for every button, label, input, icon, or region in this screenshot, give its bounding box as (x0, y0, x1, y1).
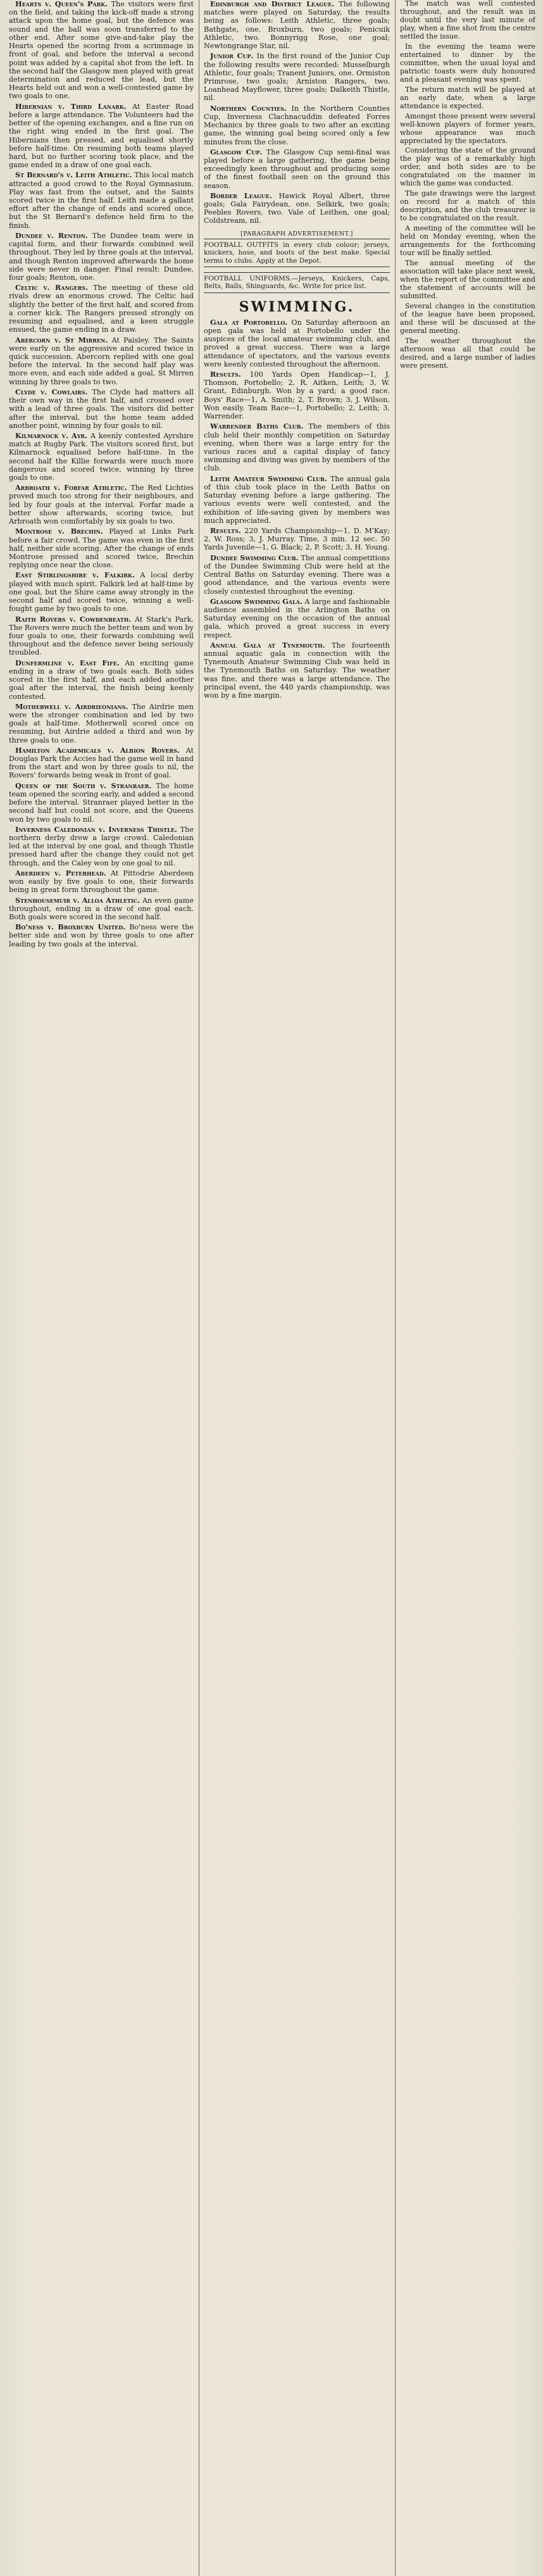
paragraph-text: The members of this club held their monthly competition on Saturday evening, when there was a large entry for the various races and a capital display of fancy swimming and diving was given by members of the club. (204, 422, 390, 473)
paragraph-text: 220 Yards Championship—1, D. M'Kay; 2, W. Ross; 3, J. Murray. Time, 3 min. 12 sec. 50 Yards Juvenile—1, G. Black; 2, P. Scott; 3, H. Young. (204, 526, 390, 552)
article-paragraph (9, 703, 194, 745)
paragraph-text: The Clyde had matters all their own way in the first half, and crossed over with a lead of three goals. The visitors did better after the interval, but the home team added another point, winning by four goals to nil. (9, 387, 194, 430)
paragraph-text: In the evening the teams were entertained to dinner by the committee, when the usual loyal and patriotic toasts were duly honoured and a pleasant evening was spent. (400, 42, 535, 84)
paragraph-text: At Douglas Park the Accies had the game well in hand from the start and won by three goals to nil, the Rovers' forwards being weak in front of goal. (9, 746, 194, 780)
paragraph-text: At Paisley. The Saints were early on the aggressive and scored twice in quick succession. Abercorn replied with one goal before the interval. In the second half play was more even, and each side added a goal, St Mirren winning by three goals to two. (9, 336, 194, 386)
article-paragraph (400, 147, 535, 188)
paragraph-lead: Gala at Portobello. (210, 317, 288, 327)
paragraph-text: Bo'ness were the better side and won by three goals to one after leading by two goals at the interval. (9, 923, 194, 948)
paragraph-text: At Easter Road before a large attendance. The Volunteers had the better of the opening exchanges, and a fine run on the right wing ended in the first goal. The Hibernians then pressed, and equalised shortly before half-time. On resuming both teams played hard, but no further scoring took place, and the game ended in a draw of one goal each. (9, 102, 194, 170)
article-paragraph (9, 171, 194, 230)
right-column (400, 0, 535, 2576)
paragraph-lead: Dundee v. Renton. (15, 230, 88, 240)
advertisement: FOOTBALL OUTFITS in every club colour; jerseys, knickers, hose, and boots of the best make. Special terms to clubs. Apply at the Depot. (204, 239, 390, 267)
article-paragraph (9, 746, 194, 780)
paragraph-text: The return match will be played at an early date, when a large attendance is expected. (400, 85, 535, 110)
article-paragraph (204, 52, 390, 102)
paragraph-text: The annual competitions of the Dundee Swimming Club were held at the Central Baths on Saturday evening. There was a good attendance, and the various events were closely contested throughout the evening. (204, 553, 390, 596)
article-paragraph (400, 260, 535, 301)
article-paragraph (9, 484, 194, 525)
article-paragraph (9, 232, 194, 282)
paragraph-lead: Border League. (210, 191, 272, 200)
paragraph-lead: Dundee Swimming Club. (210, 553, 299, 562)
advertisement: FOOTBALL UNIFORMS.—Jerseys, Knickers, Caps, Belts, Balls, Shinguards, &c. Write for price list. (204, 272, 390, 293)
paragraph-lead: Kilmarnock v. Ayr. (15, 430, 87, 440)
paragraph-lead: Northern Counties. (210, 103, 287, 113)
paragraph-lead: Glasgow Swimming Gala. (210, 596, 303, 606)
paragraph-lead: Results. (210, 525, 241, 535)
paragraph-lead: Motherwell v. Airdrieonians. (15, 701, 128, 711)
article-paragraph (9, 388, 194, 430)
article-paragraph (400, 0, 535, 41)
paragraph-text: Amongst those present were several well-known players of former years, whose appearance was much appreciated by the spectators. (400, 111, 535, 145)
article-paragraph (9, 432, 194, 482)
paragraph-text: The following matches were played on Saturday, the results being as follows: Leith Athletic, three goals; Bathgate, one. Broxburn, two goals; Penicuik Athletic, two. Bonnyrigg Rose, one goal; Newtongrange Star, nil. (204, 0, 390, 51)
paragraph-lead: Abercorn v. St Mirren. (15, 335, 108, 344)
article-paragraph (9, 571, 194, 613)
paragraph-lead: Warrender Baths Club. (210, 422, 304, 431)
paragraph-text: In the first round of the Junior Cup the following results were recorded: Musselburgh Athletic, four goals; Tranent Juniors, one. Ormiston Primrose, two goals; Arniston Rangers, two. Loanhead Mayflower, three goals; Dalkeith Thistle, nil. (204, 52, 390, 103)
paragraph-text: The visitors were first on the field, and taking the kick-off made a strong attack upon the home goal, but the defence was sound and the ball was soon transferred to the other end. After some give-and-take play the Hearts opened the scoring from a scrimmage in front of goal, and before the interval a second point was added by a capital shot from the left. In the second half the Glasgow men played with great determination and reduced the lead, but the Hearts held out and won a well-contested game by two goals to one. (9, 0, 194, 101)
article-paragraph (204, 0, 390, 50)
section-heading: SWIMMING. (239, 298, 355, 315)
paragraph-lead: Hibernian v. Third Lanark. (15, 101, 127, 111)
paragraph-text: The Glasgow Cup semi-final was played before a large gathering, the game being exceedingly keen throughout and producing some of the finest football seen on the ground this season. (204, 148, 390, 190)
paragraph-text: The gate drawings were the largest on record for a match of this description, and the club treasurer is to be congratulated on the result. (400, 189, 535, 223)
paragraph-text: The fourteenth annual aquatic gala in connection with the Tynemouth Amateur Swimming Club was held in the Tynemouth Baths on Saturday. The weather was fine, and there was a large attendance. The principal event, the 440 yards championship, was won by a fine margin. (204, 641, 390, 700)
paragraph-text: The meeting of these old rivals drew an enormous crowd. The Celtic had slightly the better of the first half, and scored from a corner kick. The Rangers pressed strongly on resuming and equalised, and a keen struggle ensued, the game ending in a draw. (9, 284, 194, 334)
article-paragraph (400, 190, 535, 223)
article-paragraph (9, 659, 194, 701)
article-paragraph (9, 896, 194, 922)
article-paragraph (9, 923, 194, 948)
paragraph-text: The annual gala of this club took place in the Leith Baths on Saturday evening before a large gathering. The various events were well contested, and the exhibition of life-saving given by members was much appreciated. (204, 474, 390, 525)
article-paragraph (204, 318, 390, 368)
article-paragraph (204, 641, 390, 700)
paragraph-lead: Raith Rovers v. Cowdenbeath. (15, 614, 132, 624)
article-paragraph (400, 303, 535, 336)
article-paragraph (204, 527, 390, 552)
paragraph-text: At Stark's Park. The Rovers were much the better team and won by four goals to one, their forwards combining well throughout and the defence never being seriously troubled. (9, 615, 194, 657)
paragraph-text: Played at Links Park before a fair crowd. The game was even in the first half, neither side scoring. After the change of ends Montrose pressed and scored twice, Brechin replying once near the close. (9, 527, 194, 570)
paragraph-text: In the Northern Counties Cup, Inverness Clachnacuddin defeated Forres Mechanics by three goals to two after an exciting game, the winning goal being scored only a few minutes from the close. (204, 104, 390, 146)
article-paragraph (9, 826, 194, 867)
paragraph-lead: Hearts v. Queen's Park. (15, 0, 108, 8)
paragraph-text: The weather throughout the afternoon was all that could be desired, and a large number of ladies were present. (400, 336, 535, 370)
article-paragraph (400, 113, 535, 146)
paragraph-text: An even game throughout, ending in a draw of one goal each. Both goals were scored in the second half. (9, 896, 194, 921)
paragraph-text: A local derby played with much spirit. Falkirk led at half-time by one goal, but the Shire came away strongly in the second half and scored twice, winning a well-fought game by two goals to one. (9, 571, 194, 613)
article-paragraph (204, 148, 390, 190)
paragraph-text: The home team opened the scoring early, and added a second before the interval. Stranraer played better in the second half but could not score, and the Queens won by two goals to nil. (9, 781, 194, 824)
article-paragraph (400, 225, 535, 258)
paragraph-text: Considering the state of the ground the play was of a remarkably high order, and both sides are to be congratulated on the manner in which the game was conducted. (400, 146, 535, 188)
paragraph-lead: Stenhousemuir v. Alloa Athletic. (15, 895, 140, 905)
paragraph-lead: Leith Amateur Swimming Club. (210, 474, 327, 483)
middle-column (204, 0, 390, 2576)
paragraph-text: The Red Lichties proved much too strong for their neighbours, and led by four goals at the interval. Forfar made a better show afterwards, scoring twice, but Arbroath won comfortably by six goals to two. (9, 484, 194, 526)
article-paragraph (9, 103, 194, 170)
paragraph-lead: East Stirlingshire v. Falkirk. (15, 570, 135, 580)
article-paragraph (9, 336, 194, 386)
paragraph-lead: Glasgow Cup. (210, 147, 263, 156)
article-paragraph (9, 869, 194, 895)
article-paragraph (204, 104, 390, 146)
paragraph-text: The match was well contested throughout, and the result was in doubt until the very last minute of play, when a fine shot from the centre settled the issue. (400, 0, 535, 41)
article-paragraph (9, 284, 194, 334)
paragraph-text: On Saturday afternoon an open gala was held at Portobello under the auspices of the local amateur swimming club, and proved a great success. There was a large attendance of spectators, and the various events were keenly contested throughout the afternoon. (204, 318, 390, 368)
left-column (9, 0, 194, 2576)
paragraph-lead: Hamilton Academicals v. Albion Rovers. (15, 745, 180, 755)
article-paragraph (204, 192, 390, 225)
paragraph-lead: Edinburgh and District League. (210, 0, 335, 8)
advertisement-label: [PARAGRAPH ADVERTISEMENT.] (240, 230, 353, 237)
paragraph-lead: Results. (210, 370, 241, 379)
paragraph-lead: Queen of the South v. Stranraer. (15, 781, 152, 790)
paragraph-text: A large and fashionable audience assembled in the Arlington Baths on Saturday evening on the occasion of the annual gala, which proved a great success in every respect. (204, 597, 390, 639)
article-paragraph (400, 86, 535, 111)
article-paragraph (400, 337, 535, 370)
article-paragraph (400, 43, 535, 84)
article-paragraph (204, 422, 390, 472)
paragraph-lead: Montrose v. Brechin. (15, 527, 103, 536)
article-paragraph (204, 475, 390, 525)
paragraph-lead: Inverness Caledonian v. Inverness Thistle. (15, 824, 177, 834)
article-paragraph (204, 370, 390, 420)
paragraph-text: A meeting of the committee will be held on Monday evening, when the arrangements for the forthcoming tour will be finally settled. (400, 224, 535, 258)
column-rule (395, 0, 396, 2576)
article-paragraph (9, 0, 194, 101)
article-paragraph (9, 527, 194, 569)
paragraph-text: 100 Yards Open Handicap—1, J. Thomson, Portobello; 2, R. Aitken, Leith; 3, W. Grant, Edinburgh. Won by a yard; a good race. Boys' Race—1, A. Smith; 2, T. Brown; 3, J. Wilson. Won easily. Team Race—1, Portobello; 2, Leith; 3, Warrender. (204, 370, 390, 421)
paragraph-lead: St Bernard's v. Leith Athletic. (15, 170, 132, 180)
article-paragraph (9, 782, 194, 824)
paragraph-text: Several changes in the constitution of the league have been proposed, and these will be discussed at the general meeting. (400, 301, 535, 335)
paragraph-lead: Junior Cup. (210, 51, 254, 61)
paragraph-text: This local match attracted a good crowd to the Royal Gymnasium. Play was fast from the outset, and the Saints scored twice in the first half. Leith made a gallant effort after the change of ends and scored once, but the St Bernard's defence held firm to the finish. (9, 171, 194, 230)
paragraph-text: The Dundee team were in capital form, and their forwards combined well throughout. They led by three goals at the interval, and though Renton improved afterwards the home side were never in danger. Final result: Dundee, four goals; Renton, one. (9, 231, 194, 282)
paragraph-lead: Aberdeen v. Peterhead. (15, 868, 106, 877)
paragraph-text: The Airdrie men were the stronger combination and led by two goals at half-time. Motherwell scored once on resuming, but Airdrie added a third and won by three goals to one. (9, 702, 194, 745)
paragraph-lead: Annual Gala at Tynemouth. (210, 640, 325, 650)
paragraph-lead: Celtic v. Rangers. (15, 283, 89, 292)
paragraph-text: An exciting game ending in a draw of two goals each. Both sides scored in the first half, and each added another goal after the interval, the finish being keenly contested. (9, 658, 194, 701)
article-paragraph (204, 554, 390, 596)
paragraph-lead: Arbroath v. Forfar Athletic. (15, 483, 127, 493)
paragraph-text: The annual meeting of the association will take place next week, when the report of the committee and the statement of accounts will be submitted. (400, 259, 535, 300)
article-paragraph (204, 598, 390, 639)
article-paragraph (9, 615, 194, 657)
paragraph-text: At Pittodrie Aberdeen won easily by five goals to one, their forwards being in great form throughout the game. (9, 869, 194, 895)
paragraph-lead: Dunfermline v. East Fife. (15, 658, 120, 667)
paragraph-text: A keenly contested Ayrshire match at Rugby Park. The visitors scored first, but Kilmarnock equalised before half-time. In the second half the Killie forwards were much more dangerous and scored twice, winning by three goals to one. (9, 431, 194, 482)
paragraph-lead: Bo'ness v. Broxburn United. (15, 922, 126, 932)
paragraph-text: Hawick Royal Albert, three goals; Gala Fairydean, one. Selkirk, two goals; Peebles Rovers, two. Vale of Leithen, one goal; Coldstream, nil. (204, 191, 390, 225)
paragraph-text: The northern derby drew a large crowd. Caledonian led at the interval by one goal, and though Thistle pressed hard after the change they could not get through, and the Caley won by one goal to nil. (9, 825, 194, 867)
paragraph-lead: Clyde v. Cowlairs. (15, 387, 88, 396)
